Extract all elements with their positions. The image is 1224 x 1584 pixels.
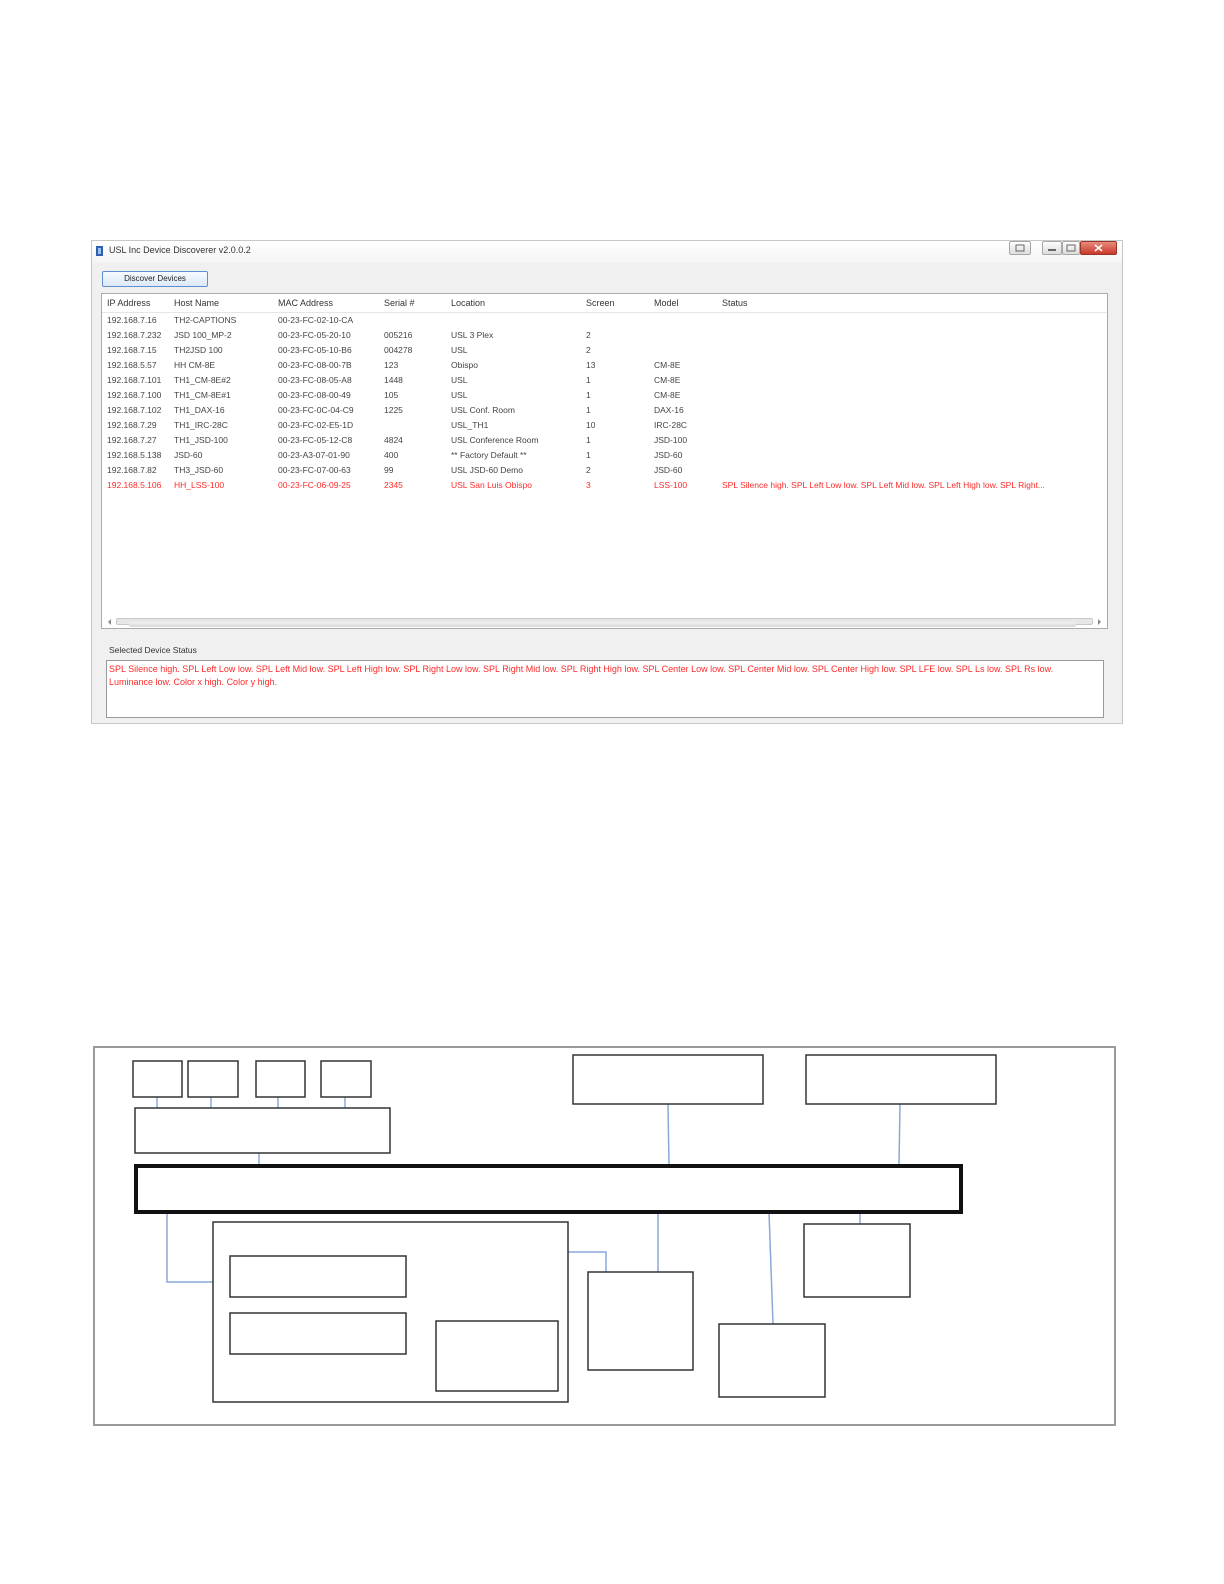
table-row[interactable]: [102, 328, 1107, 343]
cell-screen: 10: [586, 420, 596, 430]
horizontal-scrollbar[interactable]: [106, 616, 1103, 627]
device-list-header: [102, 294, 1107, 313]
cell-location: USL: [451, 390, 468, 400]
discover-devices-button[interactable]: Discover Devices: [102, 271, 208, 287]
cell-host: TH2-CAPTIONS: [174, 315, 237, 325]
cell-serial: 2345: [384, 480, 403, 490]
cell-host: TH1_CM-8E#2: [174, 375, 231, 385]
table-row[interactable]: [102, 313, 1107, 328]
cell-ip: 192.168.7.101: [107, 375, 162, 385]
cell-mac: 00-23-FC-07-00-63: [278, 465, 351, 475]
cell-ip: 192.168.7.29: [107, 420, 157, 430]
table-row[interactable]: [102, 358, 1107, 373]
window-title: USL Inc Device Discoverer v2.0.0.2: [109, 245, 251, 255]
cell-host: HH CM-8E: [174, 360, 216, 370]
cell-screen: 3: [586, 480, 591, 490]
cell-ip: 192.168.7.232: [107, 330, 162, 340]
app-icon: [96, 246, 103, 256]
scroll-track[interactable]: [116, 618, 1093, 625]
cell-model: CM-8E: [654, 360, 681, 370]
cell-mac: 00-23-FC-02-E5-1D: [278, 420, 354, 430]
column-serial[interactable]: Serial #: [384, 298, 415, 308]
minimize-icon[interactable]: [1042, 241, 1062, 255]
cell-ip: 192.168.5.138: [107, 450, 162, 460]
column-ip-address[interactable]: IP Address: [107, 298, 151, 308]
cell-serial: 123: [384, 360, 399, 370]
cell-model: IRC-28C: [654, 420, 688, 430]
diagram-box-toolbar: [135, 1108, 390, 1153]
column-host-name[interactable]: Host Name: [174, 298, 220, 308]
cell-mac: 00-23-FC-06-09-25: [278, 480, 351, 490]
title-bar[interactable]: [92, 241, 1122, 263]
column-location[interactable]: Location: [451, 298, 486, 308]
scroll-thumb[interactable]: [129, 622, 1076, 627]
cell-mac: 00-23-FC-05-20-10: [278, 330, 351, 340]
table-row[interactable]: [102, 418, 1107, 433]
cell-screen: 1: [586, 405, 591, 415]
diagram-box-top-center: [573, 1055, 763, 1104]
cell-screen: 2: [586, 330, 591, 340]
selected-status-label: Selected Device Status: [109, 645, 197, 655]
cell-model: LSS-100: [654, 480, 688, 490]
column-status[interactable]: Status: [722, 298, 748, 308]
diagram-box-top-right: [806, 1055, 996, 1104]
cell-model: DAX-16: [654, 405, 684, 415]
diagram-box-small-3: [256, 1061, 305, 1097]
cell-serial: 4824: [384, 435, 403, 445]
cell-screen: 2: [586, 345, 591, 355]
diagram-box-small-4: [321, 1061, 371, 1097]
close-icon[interactable]: [1080, 241, 1117, 255]
cell-ip: 192.168.5.57: [107, 360, 157, 370]
cell-location: USL: [451, 375, 468, 385]
cell-serial: 400: [384, 450, 399, 460]
cell-ip: 192.168.7.15: [107, 345, 157, 355]
cell-location: USL Conference Room: [451, 435, 539, 445]
device-discoverer-window: [91, 240, 1123, 724]
cell-location: ** Factory Default **: [451, 450, 527, 460]
cell-screen: 2: [586, 465, 591, 475]
table-row[interactable]: [102, 403, 1107, 418]
cell-mac: 00-23-FC-08-05-A8: [278, 375, 352, 385]
scroll-left-icon[interactable]: [106, 618, 114, 626]
diagram-box-panel-inner: [436, 1321, 558, 1391]
cell-serial: 1225: [384, 405, 403, 415]
diagram-main-bar: [136, 1166, 961, 1212]
cell-mac: 00-23-FC-05-12-C8: [278, 435, 353, 445]
cell-screen: 1: [586, 450, 591, 460]
selected-status-text: SPL Silence high. SPL Left Low low. SPL Left Mid low. SPL Left High low. SPL Right Low low. SPL Right Mid low. SPL Right High low. SPL Center Low low. SPL Center Mid low. SPL Center High low. SPL LFE low. SPL Ls low. SPL Rs low. Luminance low. Color x high. Color y high.: [109, 664, 1054, 687]
cell-mac: 00-23-FC-0C-04-C9: [278, 405, 354, 415]
cell-location: USL 3 Plex: [451, 330, 494, 340]
cell-host: TH2JSD 100: [174, 345, 223, 355]
cell-location: Obispo: [451, 360, 478, 370]
scroll-right-icon[interactable]: [1095, 618, 1103, 626]
cell-status: SPL Silence high. SPL Left Low low. SPL Left Mid low. SPL Left High low. SPL Right...: [722, 480, 1046, 490]
cell-host: TH1_CM-8E#1: [174, 390, 231, 400]
cell-ip: 192.168.5.106: [107, 480, 162, 490]
table-row[interactable]: [102, 478, 1107, 493]
table-row[interactable]: [102, 463, 1107, 478]
cell-screen: 1: [586, 390, 591, 400]
cell-serial: 99: [384, 465, 394, 475]
layout-diagram: [93, 1046, 1116, 1426]
cell-host: TH3_JSD-60: [174, 465, 224, 475]
cell-mac: 00-23-FC-05-10-B6: [278, 345, 352, 355]
diagram-box-lower: [719, 1324, 825, 1397]
cell-serial: 105: [384, 390, 399, 400]
table-row[interactable]: [102, 433, 1107, 448]
cell-host: HH_LSS-100: [174, 480, 225, 490]
cell-mac: 00-23-FC-02-10-CA: [278, 315, 354, 325]
table-row[interactable]: [102, 343, 1107, 358]
cell-model: JSD-60: [654, 465, 683, 475]
cell-location: USL: [451, 345, 468, 355]
column-mac-address[interactable]: MAC Address: [278, 298, 334, 308]
cell-ip: 192.168.7.16: [107, 315, 157, 325]
table-row[interactable]: [102, 388, 1107, 403]
cell-location: USL San Luis Obispo: [451, 480, 532, 490]
selected-status-box[interactable]: [106, 660, 1104, 718]
diagram-box-right: [804, 1224, 910, 1297]
maximize-icon[interactable]: [1062, 241, 1080, 255]
cell-mac: 00-23-A3-07-01-90: [278, 450, 350, 460]
column-model[interactable]: Model: [654, 298, 679, 308]
cell-host: JSD 100_MP-2: [174, 330, 232, 340]
cell-screen: 13: [586, 360, 596, 370]
cell-screen: 1: [586, 375, 591, 385]
cell-location: USL JSD-60 Demo: [451, 465, 523, 475]
device-list[interactable]: [101, 293, 1108, 629]
cell-ip: 192.168.7.100: [107, 390, 162, 400]
cell-host: TH1_IRC-28C: [174, 420, 228, 430]
cell-serial: 1448: [384, 375, 403, 385]
cell-model: JSD-100: [654, 435, 688, 445]
cell-mac: 00-23-FC-08-00-49: [278, 390, 351, 400]
cell-host: TH1_DAX-16: [174, 405, 225, 415]
diagram-box-field-1: [230, 1256, 406, 1297]
table-row[interactable]: [102, 448, 1107, 463]
cell-model: JSD-60: [654, 450, 683, 460]
cell-model: CM-8E: [654, 375, 681, 385]
cell-location: USL_TH1: [451, 420, 489, 430]
diagram-box-small-2: [188, 1061, 238, 1097]
diagram-box-field-2: [230, 1313, 406, 1354]
cell-host: JSD-60: [174, 450, 203, 460]
cell-model: CM-8E: [654, 390, 681, 400]
cell-ip: 192.168.7.27: [107, 435, 157, 445]
cell-location: USL Conf. Room: [451, 405, 515, 415]
cell-screen: 1: [586, 435, 591, 445]
restore-icon[interactable]: [1009, 241, 1031, 255]
cell-ip: 192.168.7.82: [107, 465, 157, 475]
cell-ip: 192.168.7.102: [107, 405, 162, 415]
cell-serial: 004278: [384, 345, 413, 355]
table-row[interactable]: [102, 373, 1107, 388]
cell-mac: 00-23-FC-08-00-7B: [278, 360, 352, 370]
diagram-box-small-1: [133, 1061, 182, 1097]
diagram-box-mid: [588, 1272, 693, 1370]
cell-serial: 005216: [384, 330, 413, 340]
cell-host: TH1_JSD-100: [174, 435, 228, 445]
column-screen[interactable]: Screen: [586, 298, 615, 308]
